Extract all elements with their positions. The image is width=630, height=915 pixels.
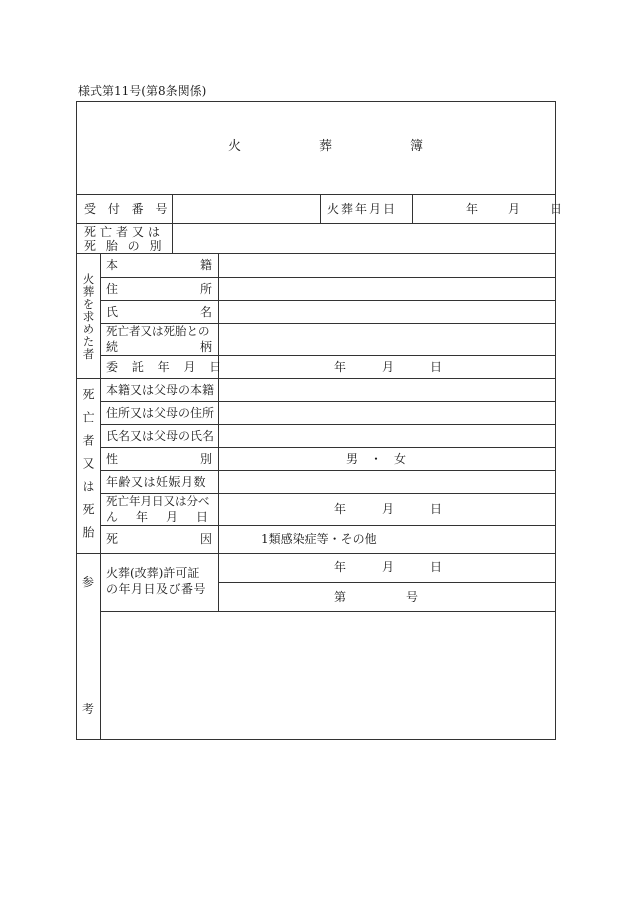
deceased-section-label: 死亡者又は死胎 <box>81 388 95 549</box>
remarks-field[interactable] <box>104 615 552 735</box>
deceased-domicile-label: 本籍又は父母の本籍 <box>106 383 215 397</box>
commission-date-label: 委 託 年 月 日 <box>106 360 227 374</box>
requester-relation-label: 死亡者又は死胎との <box>106 324 210 338</box>
requester-section-label: 火葬を求めた者 <box>81 273 96 361</box>
divider <box>100 401 556 402</box>
divider <box>100 424 556 425</box>
divider <box>412 194 413 223</box>
divider <box>76 553 556 554</box>
permit-label: 火葬(改葬)許可証 <box>106 566 200 580</box>
reception-number-label: 受 付 番 号 <box>84 202 172 216</box>
requester-address-label: 住 所 <box>106 282 212 296</box>
death-date-label: 死亡年月日又は分べ <box>106 494 210 508</box>
divider <box>76 194 556 195</box>
divider <box>76 223 556 224</box>
requester-relation-label: 続 柄 <box>106 340 212 354</box>
divider <box>320 194 321 223</box>
divider <box>100 355 556 356</box>
divider <box>100 253 101 740</box>
cremation-date-value[interactable]: 年 月 日 <box>466 202 565 216</box>
deceased-or-stillborn-field[interactable] <box>176 226 552 250</box>
divider <box>172 194 173 253</box>
deceased-or-stillborn-label: 死 胎 の 別 <box>84 239 165 253</box>
form-id: 様式第11号(第8条関係) <box>78 84 207 98</box>
commission-date-value[interactable]: 年 月 日 <box>334 360 443 374</box>
permit-number-value[interactable]: 第 号 <box>334 590 419 604</box>
reference-label-bottom: 考 <box>82 702 95 716</box>
deceased-or-stillborn-label: 死亡者又は <box>84 225 165 239</box>
death-date-label: ん 年 月 日 <box>106 510 212 524</box>
deceased-name-label: 氏名又は父母の氏名 <box>106 429 215 443</box>
divider <box>100 525 556 526</box>
requester-name-label: 氏 名 <box>106 305 212 319</box>
divider <box>100 447 556 448</box>
divider <box>218 582 556 583</box>
reference-label-top: 参 <box>82 575 95 589</box>
deceased-age-label: 年齢又は妊娠月数 <box>106 475 207 489</box>
divider <box>218 253 219 611</box>
permit-label: の年月日及び番号 <box>106 582 207 596</box>
deceased-sex-label: 性 別 <box>106 452 212 466</box>
page-title: 火 葬 簿 <box>228 139 424 154</box>
death-date-value[interactable]: 年 月 日 <box>334 502 443 516</box>
divider <box>76 378 556 379</box>
divider <box>100 277 556 278</box>
permit-date-value[interactable]: 年 月 日 <box>334 560 443 574</box>
reception-number-field[interactable] <box>176 197 316 219</box>
deceased-sex-value[interactable]: 男 ・ 女 <box>346 452 407 466</box>
divider <box>100 611 556 612</box>
divider <box>100 300 556 301</box>
cause-of-death-label: 死 因 <box>106 532 212 546</box>
cremation-date-label: 火葬年月日 <box>327 202 398 216</box>
deceased-address-label: 住所又は父母の住所 <box>106 406 215 420</box>
cause-of-death-value[interactable]: 1類感染症等・その他 <box>261 532 377 546</box>
divider <box>100 470 556 471</box>
divider <box>76 253 556 254</box>
requester-domicile-label: 本 籍 <box>106 258 212 272</box>
